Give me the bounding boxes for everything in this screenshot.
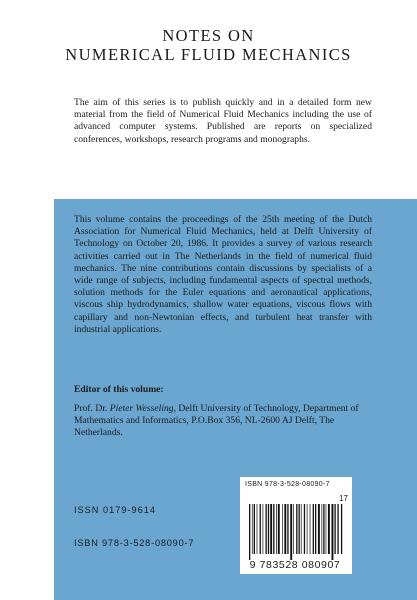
series-title-line-2: NUMERICAL FLUID MECHANICS bbox=[65, 45, 352, 64]
barcode-bar bbox=[282, 504, 283, 554]
series-title bbox=[0, 26, 417, 64]
volume-info-panel bbox=[54, 199, 417, 600]
barcode-bar bbox=[334, 504, 335, 554]
barcode-bar bbox=[318, 504, 320, 554]
barcode-bar bbox=[313, 504, 314, 554]
barcode-bar bbox=[254, 504, 255, 554]
editor-prefix: Prof. Dr. bbox=[74, 403, 110, 414]
barcode-bar bbox=[299, 504, 300, 554]
barcode-bar bbox=[266, 504, 267, 554]
barcode-bar bbox=[276, 504, 277, 554]
barcode-bar bbox=[304, 504, 305, 554]
barcode-bar bbox=[337, 504, 338, 554]
barcode-bar bbox=[341, 504, 342, 554]
editor-affiliation: , Delft University of Technology, Department of Mathematics and Informatics, P.O.Box 356, NL-2600 AJ Delft, The Netherlands. bbox=[74, 403, 359, 439]
barcode-bar bbox=[260, 504, 261, 554]
barcode-bar bbox=[249, 504, 250, 560]
barcode-bar bbox=[322, 504, 323, 554]
barcode-bar bbox=[293, 504, 294, 554]
barcode-bars bbox=[245, 504, 347, 560]
barcode-bar bbox=[310, 504, 311, 554]
series-aim-paragraph: The aim of this series is to publish quickly and in a detailed form new material from the field of Numerical Fluid Mechanics including the use of advanced computer systems. Published are reports on specialized conferences, workshops, research programs and monographs. bbox=[74, 97, 372, 145]
barcode-bar bbox=[323, 504, 324, 554]
barcode-bar bbox=[296, 504, 297, 554]
editor-details bbox=[74, 403, 374, 440]
barcode-isbn-label: ISBN 978-3-528-08090-7 bbox=[245, 481, 330, 488]
isbn-barcode bbox=[240, 477, 352, 574]
isbn-number: ISBN 978-3-528-08090-7 bbox=[74, 538, 195, 548]
editor-heading: Editor of this volume: bbox=[74, 384, 164, 395]
barcode-bar bbox=[263, 504, 264, 554]
barcode-bar bbox=[315, 504, 316, 554]
barcode-bar bbox=[252, 504, 253, 554]
barcode-bar bbox=[326, 504, 327, 554]
barcode-digits: 9 783528 080907 bbox=[249, 559, 341, 571]
barcode-bar bbox=[332, 504, 334, 560]
volume-description-paragraph: This volume contains the proceedings of the 25th meeting of the Dutch Association for Numerical Fluid Mechanics, held at Delft University of Technology on October 20, 1986. It provides a survey of various research activities carried out in The Netherlands in the field of numerical fluid mechanics. The nine contributions contain discussions by specialists of a wide range of subjects, including fundamental aspects of spectral methods, solution methods for the Euler equations and aeronautical applications, viscous ship hydrodynamics, shallow water equations, viscous flows with capillary and non-Newtonian effects, and turbulent heat transfer with industrial applications. bbox=[74, 214, 372, 335]
series-title-line-1: NOTES ON bbox=[162, 26, 255, 45]
barcode-bar bbox=[284, 504, 286, 554]
issn-number: ISSN 0179-9614 bbox=[74, 505, 156, 515]
barcode-addon-label: 17 bbox=[339, 494, 348, 503]
barcode-bar bbox=[301, 504, 302, 554]
barcode-bar bbox=[270, 504, 272, 554]
barcode-bar bbox=[273, 504, 274, 554]
barcode-bar bbox=[307, 504, 308, 554]
barcode-bar bbox=[290, 504, 292, 560]
barcode-bar bbox=[328, 504, 330, 554]
editor-name: Pieter Wesseling bbox=[109, 403, 174, 414]
barcode-bar bbox=[268, 504, 269, 554]
barcode-bar bbox=[257, 504, 258, 554]
barcode-bar bbox=[278, 504, 280, 554]
barcode-bar bbox=[287, 504, 288, 554]
